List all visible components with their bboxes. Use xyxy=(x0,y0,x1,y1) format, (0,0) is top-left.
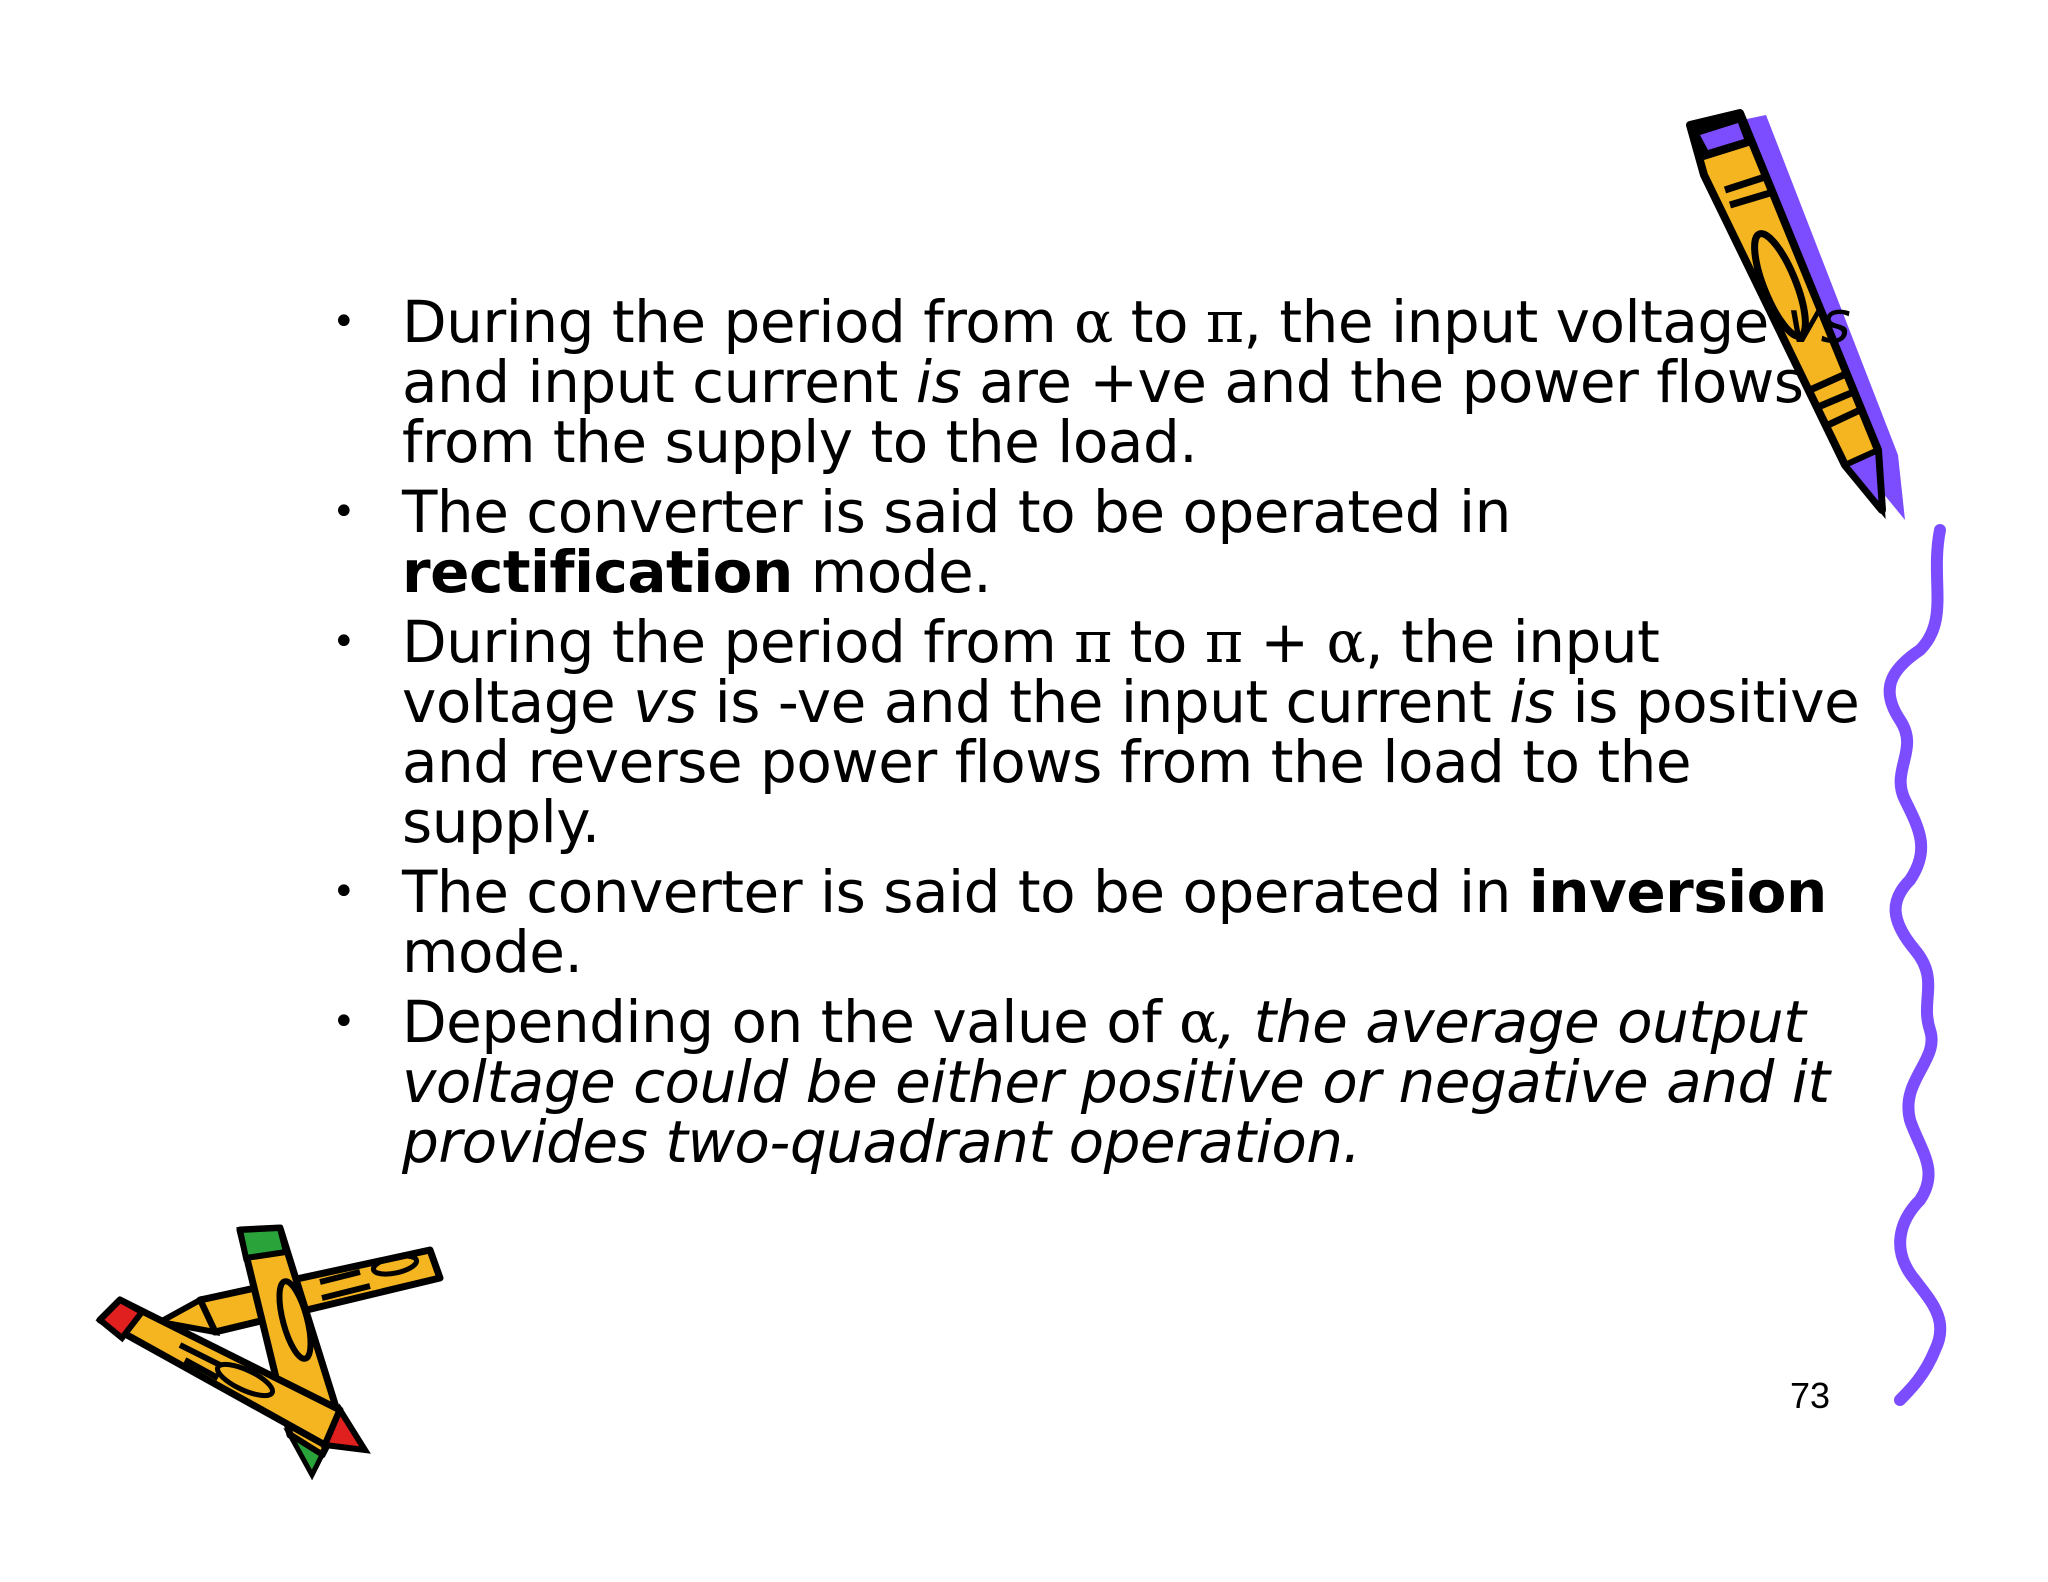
bullet-text: During the period from xyxy=(402,288,1075,356)
italic-term: vs xyxy=(633,668,697,736)
pi-symbol: π xyxy=(1205,288,1244,356)
italic-term: is xyxy=(915,348,962,416)
bold-term: inversion xyxy=(1528,858,1827,926)
bullet-1 xyxy=(332,288,1872,476)
bullet-dot: • xyxy=(332,619,356,665)
bullet-4 xyxy=(332,858,1872,986)
bullet-text: to xyxy=(1112,288,1206,356)
bullet-text: The converter is said to be operated in xyxy=(402,858,1529,926)
bullet-text: is -ve and the input current xyxy=(696,668,1510,736)
alpha-symbol: α xyxy=(1074,288,1113,356)
bullet-text: is positive and reverse power flows from the load to the supply. xyxy=(402,668,1860,856)
bullet-text: mode. xyxy=(402,918,583,986)
bullet-text: and input current xyxy=(402,348,916,416)
bullet-dot: • xyxy=(332,999,356,1045)
squiggle-line-icon xyxy=(1860,520,1970,1420)
crossed-pencils-icon xyxy=(90,1220,470,1480)
italic-term: vs xyxy=(1786,288,1851,356)
bold-term: rectification xyxy=(402,538,793,606)
alpha-symbol: α xyxy=(1179,988,1218,1056)
bullet-text: , the average output voltage could be either positive or negative and it provides two-quadrant operation. xyxy=(402,988,1830,1176)
bullet-text: to xyxy=(1111,608,1205,676)
bullet-text: Depending on the value of xyxy=(402,988,1180,1056)
bullet-dot: • xyxy=(332,869,356,915)
bullet-2 xyxy=(332,478,1872,606)
bullet-text: , the input voltage xyxy=(402,608,1660,736)
italic-term: is xyxy=(1509,668,1555,736)
bullet-text: mode. xyxy=(792,538,992,606)
alpha-symbol: α xyxy=(1326,608,1366,676)
bullet-5 xyxy=(332,988,1872,1176)
bullet-text: During the period from xyxy=(402,608,1075,676)
pi-symbol: π xyxy=(1204,608,1243,676)
bullet-3 xyxy=(332,608,1872,856)
bullet-text: are +ve and the power flows from the supply to the load. xyxy=(402,348,1804,476)
bullet-dot: • xyxy=(332,299,356,345)
bullet-dot: • xyxy=(332,489,356,535)
page-number: 73 xyxy=(1790,1375,1831,1416)
bullet-text: , the input voltage xyxy=(1243,288,1787,356)
bullet-text: + xyxy=(1242,608,1327,676)
bullet-text: The converter is said to be operated in xyxy=(402,478,1511,546)
pi-symbol: π xyxy=(1074,608,1112,676)
bullet-list xyxy=(332,288,1872,1182)
